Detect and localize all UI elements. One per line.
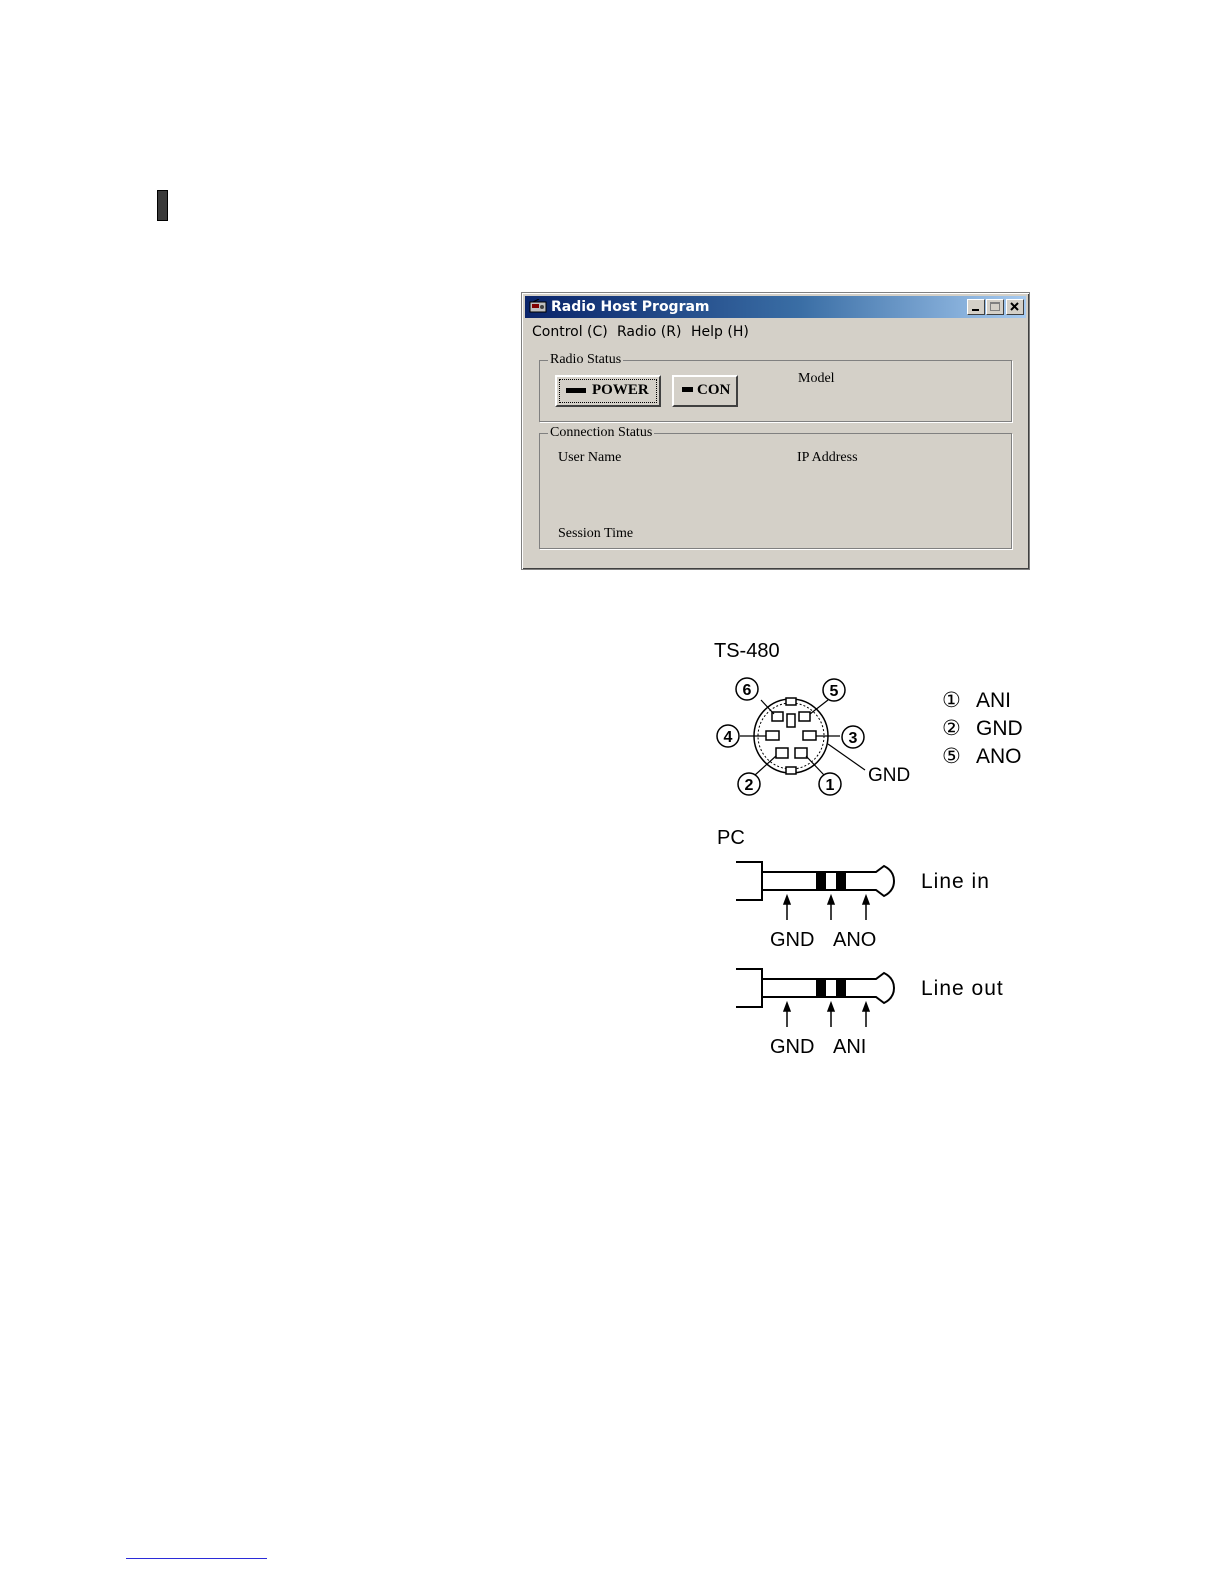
radio-status-group [539, 352, 1012, 422]
radio-status-label: Radio Status [550, 352, 622, 367]
window-title: Radio Host Program [551, 299, 710, 315]
pin-6-label: 6 [742, 682, 752, 699]
close-icon [1007, 300, 1023, 314]
ip-address-label: IP Address [797, 450, 858, 465]
line-out-gnd-label: GND [770, 1036, 815, 1058]
menu-help[interactable]: Help (H) [691, 324, 749, 340]
footnote-rule [126, 1558, 267, 1559]
pin-legend [942, 689, 1023, 768]
user-name-label: User Name [558, 450, 622, 465]
legend-signal-5: ANO [976, 745, 1022, 768]
pc-label: PC [717, 827, 745, 849]
connection-diagram [700, 630, 1030, 1070]
line-in-gnd-label: GND [770, 929, 815, 951]
pin-2-label: 2 [744, 777, 754, 794]
line-in-ano-label: ANO [833, 929, 877, 951]
power-led-icon [566, 388, 586, 393]
title-bar[interactable] [525, 296, 1026, 318]
line-out-label: Line out [921, 977, 1004, 1000]
minimize-icon [968, 300, 984, 314]
connector-gnd-label: GND [868, 765, 911, 786]
legend-pin-2: ② [942, 717, 961, 740]
legend-pin-1: ① [942, 689, 961, 712]
radio-app-icon [529, 299, 547, 315]
close-button[interactable] [1006, 299, 1024, 315]
con-led-icon [682, 387, 693, 392]
menu-control[interactable]: Control (C) [532, 324, 608, 340]
maximize-button[interactable] [986, 299, 1004, 315]
line-out-ani-label: ANI [833, 1036, 867, 1058]
pin-3-label: 3 [848, 730, 858, 747]
con-button[interactable] [672, 375, 738, 407]
connection-status-group [539, 425, 1012, 549]
pin-4-label: 4 [723, 729, 733, 746]
power-button[interactable] [555, 375, 661, 407]
line-in-plug [736, 862, 990, 951]
radio-model-label: TS-480 [714, 640, 780, 662]
maximize-icon [987, 300, 1003, 314]
legend-signal-1: ANI [976, 689, 1012, 712]
legend-signal-2: GND [976, 717, 1023, 740]
pin-numbers [717, 678, 864, 795]
line-in-label: Line in [921, 870, 990, 893]
line-out-plug [736, 969, 1004, 1058]
connection-status-label: Connection Status [550, 425, 653, 440]
menu-radio[interactable]: Radio (R) [617, 324, 682, 340]
menu-bar [525, 320, 1026, 344]
pin-1-label: 1 [825, 777, 835, 794]
model-label: Model [798, 371, 835, 386]
con-button-label: CON [697, 382, 731, 398]
legend-pin-5: ⑤ [942, 745, 961, 768]
minimize-button[interactable] [967, 299, 985, 315]
section-marker [157, 190, 168, 221]
pin-5-label: 5 [829, 683, 839, 700]
radio-host-window [521, 292, 1030, 570]
session-time-label: Session Time [558, 526, 634, 541]
power-button-label: POWER [592, 382, 649, 398]
